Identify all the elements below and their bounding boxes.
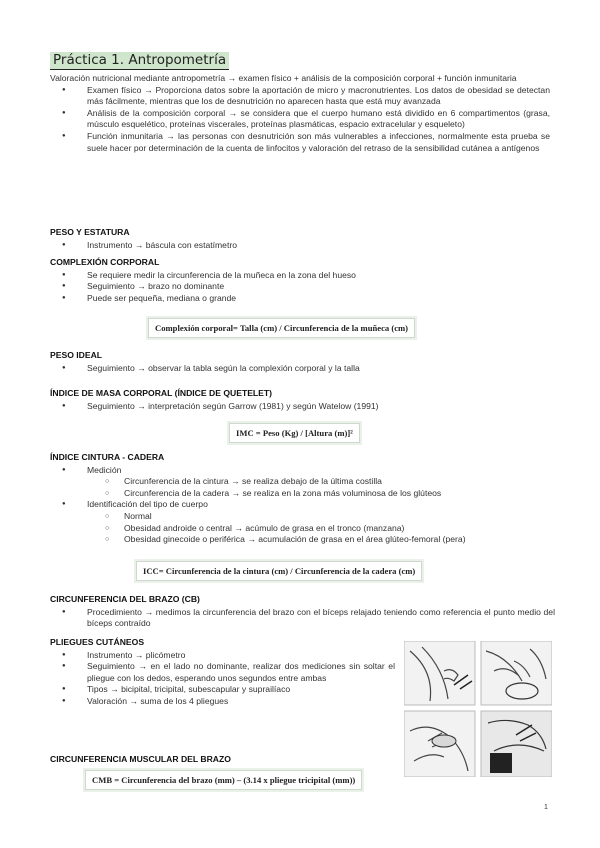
sub-list-item: ○ Circunferencia de la cintura → se realiza debajo de la última costilla bbox=[87, 476, 555, 488]
list-item: ● Seguimiento → observar la tabla según la complexión corporal y la talla bbox=[50, 363, 555, 375]
list-item: ● Seguimiento → brazo no dominante bbox=[50, 281, 555, 293]
intro-lead: Valoración nutricional mediante antropometría → examen físico + análisis de la composición corporal + función inmunitaria bbox=[50, 73, 517, 83]
list-item: ● Tipos → bicipital, tricipital, subescapular y suprailíaco bbox=[50, 684, 395, 696]
section-heading: PLIEGUES CUTÁNEOS bbox=[50, 637, 145, 647]
section-cmb bbox=[50, 754, 555, 767]
list-item: ● Instrumento → plicómetro bbox=[50, 650, 395, 662]
list-item: ● Instrumento → báscula con estatímetro bbox=[50, 240, 555, 252]
formula-cmb: CMB = Circunferencia del brazo (mm) – (3.14 x pliegue tricipital (mm)) bbox=[85, 770, 362, 790]
section-peso-ideal bbox=[50, 350, 555, 374]
section-cb bbox=[50, 594, 555, 630]
list-item: ● Seguimiento → interpretación según Garrow (1981) y según Watelow (1991) bbox=[50, 401, 555, 413]
list-item bbox=[50, 499, 555, 545]
list-item: ● Se requiere medir la circunferencia de la muñeca en la zona del hueso bbox=[50, 270, 555, 282]
section-peso-estatura bbox=[50, 227, 555, 251]
intro-bullet: ● Análisis de la composición corporal → se considera que el cuerpo humano está dividido en 6 compartimentos (grasa, músculo esquelético, proteínas viscerales, proteínas plasmáticas, espacio extracelular y esqueleto) bbox=[50, 108, 550, 131]
list-item: ● Seguimiento → en el lado no dominante, realizar dos mediciones sin soltar el pliegue con los dedos, esperando unos segundos entre ambas bbox=[50, 661, 395, 684]
section-heading: CIRCUNFERENCIA DEL BRAZO (CB) bbox=[50, 594, 200, 604]
section-complexion bbox=[50, 257, 555, 304]
page-title: Práctica 1. Antropometría bbox=[50, 52, 229, 70]
sub-list-item: ○ Normal bbox=[87, 511, 555, 523]
formula-imc: IMC = Peso (Kg) / [Altura (m)]² bbox=[229, 423, 360, 443]
list-item: ● Valoración → suma de los 4 pliegues bbox=[50, 696, 395, 708]
intro-bullet: ● Examen físico → Proporciona datos sobre la aportación de micro y macronutrientes. Los datos de obesidad se detectan más fácilmente, mientras que los de desnutrición no aparecen hasta que está muy avanzada bbox=[50, 85, 550, 108]
section-heading: ÍNDICE CINTURA - CADERA bbox=[50, 452, 165, 462]
section-heading: PESO Y ESTATURA bbox=[50, 227, 130, 237]
section-heading: ÍNDICE DE MASA CORPORAL (ÍNDICE DE QUETELET) bbox=[50, 388, 273, 398]
list-item-label: Identificación del tipo de cuerpo bbox=[87, 499, 208, 510]
list-item bbox=[50, 465, 555, 500]
list-item: ● Procedimiento → medimos la circunferencia del brazo con el bíceps relajado teniendo como referencia el punto medio del bíceps contraído bbox=[50, 607, 555, 630]
section-icc bbox=[50, 452, 555, 546]
section-pliegues bbox=[50, 637, 395, 708]
section-imc bbox=[50, 388, 555, 412]
sub-list-item: ○ Obesidad ginecoide o periférica → acumulación de grasa en el área glúteo-femoral (pera) bbox=[87, 534, 555, 546]
page-number: 1 bbox=[544, 804, 548, 811]
formula-icc: ICC= Circunferencia de la cintura (cm) / Circunferencia de la cadera (cm) bbox=[136, 561, 422, 581]
formula-complexion: Complexión corporal= Talla (cm) / Circunferencia de la muñeca (cm) bbox=[148, 318, 415, 338]
list-item: ● Puede ser pequeña, mediana o grande bbox=[50, 293, 555, 305]
sub-list-item: ○ Circunferencia de la cadera → se realiza en la zona más voluminosa de los glúteos bbox=[87, 488, 555, 500]
intro-bullet: ● Función inmunitaria → las personas con desnutrición son más vulnerables a infecciones, normalmente esta prueba se suele hacer por determinación de la cuenta de linfocitos y valoración del retraso de la sensibilidad cutánea a antígenos bbox=[50, 131, 550, 154]
section-heading: CIRCUNFERENCIA MUSCULAR DEL BRAZO bbox=[50, 754, 231, 764]
list-item-label: Medición bbox=[87, 464, 122, 475]
section-heading: PESO IDEAL bbox=[50, 350, 103, 360]
sub-list-item: ○ Obesidad androide o central → acúmulo de grasa en el tronco (manzana) bbox=[87, 523, 555, 535]
section-heading: COMPLEXIÓN CORPORAL bbox=[50, 257, 160, 267]
intro-section bbox=[50, 73, 550, 154]
